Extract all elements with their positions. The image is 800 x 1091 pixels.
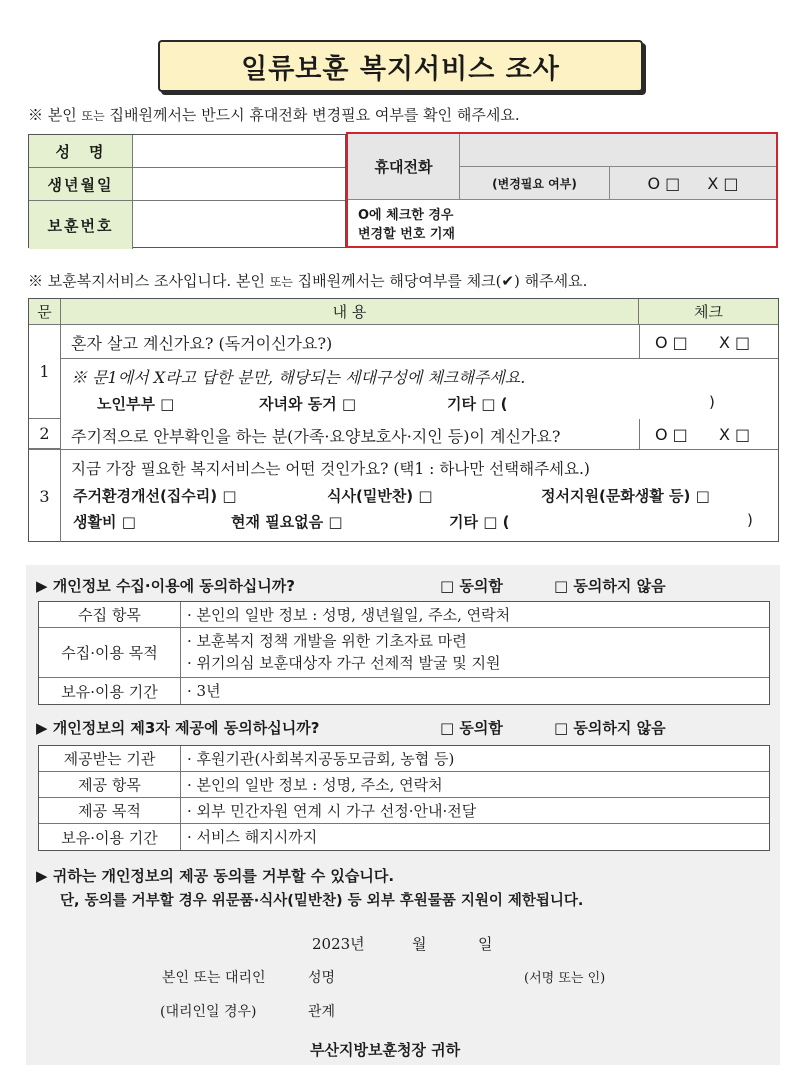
q3-option-emotional[interactable]: 정서지원(문화생활 등) □: [541, 487, 710, 505]
agent-label: (대리인일 경우): [160, 1004, 257, 1020]
table-row: 제공 목적 · 외부 민간자원 연계 시 가구 선정·안내·전달: [39, 798, 769, 824]
name-field-label: 성명: [308, 970, 336, 986]
table-row: 보유·이용 기간 · 서비스 해지시까지: [39, 824, 769, 850]
phone-field[interactable]: [460, 134, 776, 167]
q1-x-checkbox[interactable]: X □: [719, 333, 751, 352]
q3-option-other[interactable]: 기타 □ (: [449, 513, 510, 531]
q3-text: 지금 가장 필요한 복지서비스는 어떤 것인가요? (택1 : 하나만 선택해주세요.): [71, 460, 590, 478]
consent2-agree-checkbox[interactable]: □ 동의함: [440, 719, 503, 737]
q1-option-other[interactable]: 기타 □ (: [447, 395, 508, 413]
consent2-table: [38, 745, 770, 851]
refusal-limitation: 단, 동의를 거부할 경우 위문품·식사(밑반찬) 등 외부 후원물품 지원이 제한됩니다.: [60, 893, 584, 909]
phone-label: 휴대전화: [348, 134, 460, 200]
survey-table: [28, 298, 779, 542]
change-o-checkbox[interactable]: O □: [647, 173, 681, 193]
consent2-disagree-checkbox[interactable]: □ 동의하지 않음: [554, 719, 666, 737]
consent-section: [26, 565, 780, 1065]
id-label: 보훈번호: [29, 201, 133, 249]
q1-option-other-end: ): [709, 393, 715, 411]
table-row: 수집·이용 목적 · 보훈복지 정책 개발을 위한 기초자료 마련 · 위기의심 보훈대상자 가구 선제적 발굴 및 지원: [39, 628, 769, 678]
q3-option-other-end: ): [747, 511, 753, 529]
relation-field-label: 관계: [308, 1004, 336, 1020]
q3-option-none[interactable]: 현재 필요없음 □: [231, 513, 343, 531]
q1-option-elderly-couple[interactable]: 노인부부 □: [97, 395, 175, 413]
name-label: 성 명: [29, 135, 133, 167]
consent1-question: ▶ 개인정보 수집·이용에 동의하십니까?: [36, 577, 295, 595]
head-num: 문: [29, 299, 61, 325]
date-year: 2023년: [312, 935, 365, 953]
q1-text: 혼자 살고 계신가요? (독거이신가요?): [71, 334, 333, 353]
consent1-table: [38, 601, 770, 705]
consent1-disagree-checkbox[interactable]: □ 동의하지 않음: [554, 577, 666, 595]
q2-x-checkbox[interactable]: X □: [719, 425, 751, 444]
table-row: 수집 항목 · 본인의 일반 정보 : 성명, 생년월일, 주소, 연락처: [39, 602, 769, 628]
change-options: [610, 167, 776, 200]
personal-info-table: [28, 134, 346, 248]
head-check: 체크: [639, 299, 778, 325]
recipient: 부산지방보훈청장 귀하: [310, 1041, 461, 1059]
change-note: O에 체크한 경우 변경할 번호 기재: [358, 208, 455, 242]
q2-o-checkbox[interactable]: O □: [655, 425, 688, 444]
page-title: 일류보훈 복지서비스 조사: [158, 40, 643, 92]
phone-check-notice: ※ 본인 또는 집배원께서는 반드시 휴대전화 변경필요 여부를 확인 해주세요.: [28, 106, 520, 124]
refusal-notice: ▶ 귀하는 개인정보의 제공 동의를 거부할 수 있습니다.: [36, 867, 395, 885]
date-day: 일: [478, 935, 493, 953]
id-row: [29, 201, 345, 249]
birth-label: 생년월일: [29, 168, 133, 200]
name-row: [29, 135, 345, 168]
signer-label: 본인 또는 대리인: [162, 970, 266, 986]
q2-number: 2: [29, 419, 61, 449]
survey-notice: ※ 보훈복지서비스 조사입니다. 본인 또는 집배원께서는 해당여부를 체크(✔) 해주세요.: [28, 272, 588, 290]
q1-option-with-children[interactable]: 자녀와 동거 □: [259, 395, 357, 413]
table-row: 제공받는 기관 · 후원기관(사회복지공동모금회, 농협 등): [39, 746, 769, 772]
date-month: 월: [412, 935, 427, 953]
change-x-checkbox[interactable]: X □: [707, 173, 739, 193]
q3-option-living-cost[interactable]: 생활비 □: [73, 513, 136, 531]
consent2-question: ▶ 개인정보의 제3자 제공에 동의하십니까?: [36, 719, 320, 737]
q1-number: 1: [29, 325, 61, 419]
sign-note: (서명 또는 인): [524, 971, 606, 986]
change-label: (변경필요 여부): [460, 167, 610, 200]
q3-option-housing[interactable]: 주거환경개선(집수리) □: [73, 487, 237, 505]
q1-subnote: ※ 문1에서 X라고 답한 분만, 해당되는 세대구성에 체크해주세요.: [71, 368, 526, 387]
table-row: 보유·이용 기간 · 3년: [39, 678, 769, 704]
head-content: 내 용: [61, 299, 639, 325]
q1-o-checkbox[interactable]: O □: [655, 333, 688, 352]
q3-number: 3: [29, 450, 61, 542]
phone-box: [346, 132, 778, 248]
q2-text: 주기적으로 안부확인을 하는 분(가족·요양보호사·지인 등)이 계신가요?: [71, 427, 561, 446]
q3-option-meals[interactable]: 식사(밑반찬) □: [327, 487, 433, 505]
birth-row: [29, 168, 345, 201]
table-row: 제공 항목 · 본인의 일반 정보 : 성명, 주소, 연락처: [39, 772, 769, 798]
consent1-agree-checkbox[interactable]: □ 동의함: [440, 577, 503, 595]
